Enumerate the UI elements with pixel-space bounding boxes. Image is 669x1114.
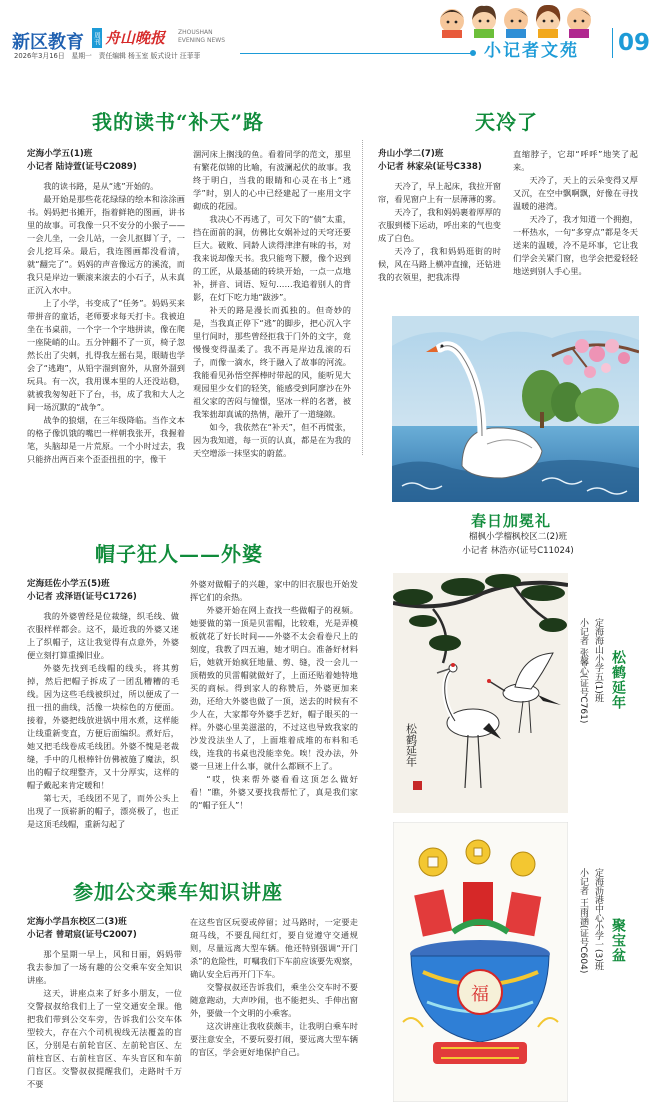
treasure-painting: [393, 822, 568, 1102]
artwork-byline: 小记者 王雨涵(证号C604): [578, 868, 588, 974]
kid-5: [567, 8, 591, 38]
paragraph: 天冷了，我和妈妈裹着厚厚的衣服到楼下运动，呼出来的气也变成了白色。: [378, 207, 501, 243]
paper-english: ZHOUSHAN EVENING NEWS: [178, 29, 226, 44]
byline: 舟山小学二(7)班 小记者 林家朵(证号C338): [378, 149, 482, 172]
kids-illustration: [428, 0, 598, 38]
kid-2: [472, 6, 496, 38]
swan-painting: [392, 316, 639, 502]
page-number: 09: [618, 30, 651, 56]
byline: 定海小学昌东校区二(3)班 小记者 曾珺宸(证号C2007): [27, 917, 137, 940]
kid-3: [504, 8, 528, 38]
artwork-title: 春日加冕礼: [471, 512, 552, 530]
paragraph: 我决心不再逃了，可欠下的“债”太重，挡在面前的洞，仿佛比女娲补过的天穹还要巨大。破败、同龄人读得津津有味的书，对我来说却像天书。我只能弯下腰，像个迟到的工匠，从最基础的砖块开始，一点一点地补，拼音、词语、短句……我追着别人的背影，在灯下吃力地“跋涉”。: [193, 214, 351, 302]
kid-4: [536, 5, 560, 38]
artwork-title: 聚宝盆: [610, 918, 626, 963]
paragraph: 外婆先找到毛线帽的线头，将其剪掉，然后把帽子拆成了一团乱糟糟的毛线。因为这些毛线被织过，所以便成了一扭一扭的曲线，活像一块棕色的方便面。接着，外婆把线放进锅中用水煮，这样能让线重新变直，方便后面编织。煮好后，她又把毛线卷成毛线团。外婆不愧是老裁缝，手中的几根棒针仿佛被施了魔法，织出的帽子纹理整齐，又十分厚实，这样的帽子戴起来肯定暖和！: [27, 663, 179, 790]
artwork-byline: 定海沥港中心小学一(3)班: [593, 868, 603, 971]
column-divider: [362, 140, 363, 455]
artwork-byline: 小记者 张馨心(证号C761): [578, 618, 588, 724]
paragraph: 天冷了，天上的云朵变得又厚又沉，在空中飘啊飘，好像在寻找温暖的港湾。: [513, 175, 638, 211]
section-title: 小记者文苑: [484, 41, 579, 61]
artwork-byline: 榴枫小学榴枫校区二(2)班 小记者 林浩亦(证号C11024): [462, 532, 574, 556]
paragraph: 最开始是那些花花绿绿的绘本和涂涂画书。妈妈把书摊开，指着鲜艳的图画，讲书里的故事。可我像一只不安分的小猴子——一会儿坐，一会儿站，一会儿抠脚丫子，一会儿挖耳朵。最后，我连图画都没看清，就“翻完了”。妈妈的声音像远方的溪流，而我只是岸边一颗滚来滚去的小石子，从未真正沉入水中。: [27, 194, 185, 295]
paragraph: 在这些盲区玩耍或停留；过马路时，一定要走斑马线，不要乱闯红灯，要自觉遵守交通规则，尽量远离大型车辆。他还特别强调“开门杀”的危险性，叮嘱我们下车前应该要先观察，确认安全后再开门下车。: [190, 917, 358, 979]
paragraph: 天冷了，我和妈妈逛街的时候，风在马路上横冲直撞，还钻进我的衣领里，把我冻得: [378, 246, 501, 282]
artwork-treasure: [393, 822, 568, 1102]
paragraph: 那个星期一早上，风和日丽，妈妈带我去参加了一场有趣的公交乘车安全知识讲座。: [27, 949, 182, 985]
paragraph: 外婆对做帽子的兴趣，家中的旧衣服也开始发挥它们的余热。: [190, 579, 358, 602]
paragraph: 涸河床上搁浅的鱼。看着同学的范文，那里有繁花似锦的比喻，有波澜起伏的故事。我终于明白，当我的眼睛和心灵在书上“逃学”时，别人的心中已经建起了一座用文字砌成的花园。: [193, 149, 351, 211]
paragraph: 我的外婆曾经是位裁缝，织毛线、做衣服样样都会。这不，最近我的外婆又迷上了织帽子，这让我觉得有点意外，外婆便立刻打算重操旧业。: [27, 611, 179, 660]
paragraph: 我的读书路，是从“逃”开始的。: [43, 181, 159, 191]
paragraph: 外婆开始在网上查找一些做帽子的视频。她要做的第一顶是贝雷帽，比较难，光是弄模板就花了好长时间——外婆不太会看卷尺上的刻度，我教了四五遍，她才明白。准备好材料后，她就开始疯狂地量、剪、缝，没一会儿一顶精致的贝雷帽就做好了，上面还贴着她特地买的商标。得到家人的称赞后，外婆更加来劲，还给大外婆也做了一顶，送去的时候有不少人在，大家都夸外婆手艺好，帽子眼买的一样。外婆心里美滋滋的，不过这也导致我家的沙发没法坐人了，上面堆着成堆的布料和毛线，连我的书桌也没能幸免。唉！没办法，外婆一旦迷上什么事，就什么都顾不上了。: [190, 605, 358, 771]
artwork-title: 松鹤延年: [610, 650, 626, 710]
page-divider: [612, 28, 613, 58]
seal-stamp: [413, 781, 422, 790]
byline: 定海小学五(1)班 小记者 陆诗萱(证号C2089): [27, 149, 137, 172]
article-title: 天冷了: [475, 110, 538, 134]
paragraph: 战争的狼烟，在三年级降临。当作文本的格子像饥饿的嘴巴一样朝我张开，我握着笔，头脑却是一片荒原。一个小时过去，我只能挤出两百来个歪歪扭扭的字，像干: [27, 415, 185, 464]
date-line: 2026年3月16日 星期一 责任编辑 杨玉室 版式设计 汪菲菲: [14, 52, 201, 60]
masthead: [0, 0, 669, 64]
logo-badge: 周刊: [92, 28, 102, 48]
artwork-spring: [392, 316, 639, 502]
painting-inscription: 松鹤延年: [404, 723, 418, 767]
paragraph: 这天，讲座点来了好多小朋友，一位交警叔叔给我们上了一堂交通安全课。他把我们带到公交车旁，告诉我们公交车体型较大，存在六个司机视线无法覆盖的盲区，分别是右前轮盲区、左前轮盲区、左前柱盲区、右前柱盲区、车头盲区和车前门盲区。交警叔叔提醒我们，走路时千万不要: [27, 988, 182, 1089]
paragraph: 上了小学，书变成了“任务”。妈妈买来带拼音的童话，老师要求每天打卡。我被迫坐在书桌前，一个字一个字地拼读，像在爬一座陡峭的山。五分钟翻不了一页，椅子忽然长出了尖刺，扎得我左摇右晃，眼睛也学会了“逃跑”，从铅字溜到窗外，从窗外溜到玩具。有一次，我用课本里的人还没站稳，就被我匆匆赶下了台，书，成了我和大人之间一场沉默的“战争”。: [27, 298, 185, 412]
paragraph: 这次讲座让我收获颇丰，让我明白乘车时要注意安全，不要玩耍打闹，要远离大型车辆的盲区，学会更好地保护自己。: [190, 1021, 358, 1057]
paragraph: 第七天，毛线团不见了，而外公头上出现了一顶崭新的帽子，漂亮极了，也正是这顶毛线帽，重新勾起了: [27, 793, 179, 829]
header-rule-dot: [470, 50, 476, 56]
article-title: 帽子狂人——外婆: [95, 542, 263, 566]
artwork-cranes: [393, 573, 568, 813]
paragraph: “哎，快来帮外婆看看这顶怎么做好看！”瞧，外婆又要找我帮忙了，真是我们家的“帽子狂人”！: [190, 774, 358, 810]
crane-painting: [393, 573, 568, 813]
paragraph: 天冷了，我才知道一个拥抱，一杯热水，一句“多穿点”都是冬天送来的温暖，冷不是坏事，它让我们学会关紧门窗，也学会把爱轻轻地送到别人手心里。: [513, 214, 638, 276]
paragraph: 如今，我依然在“补天”，但不再慌张，因为我知道，每一页的认真，都是在为我的天空增添一抹坚实的蔚蓝。: [193, 422, 351, 458]
paragraph: 补天的路是漫长而孤独的。但奇妙的是，当我真正停下“逃”的脚步，把心沉入字里行间时，那些曾经拒我于门外的文字，竟慢慢变得温柔了。我不再是岸边乱滚的石子，而像一滴水，终于融入了故事的河流。我能看见孙悟空挥棒时带起的风，能听见大观园里少女们的轻笑，能感受到阿廖沙在外祖父家的苦闷与憧憬，坚冰一样的名著，被我笨拙却真诚的热情，融开了一道缝隙。: [193, 305, 351, 419]
article-title: 我的读书“补天”路: [92, 110, 265, 134]
logo-title: 新区教育: [12, 32, 84, 53]
bowl-character: 福: [471, 984, 489, 1005]
header-rule: [240, 53, 472, 54]
paragraph: 直缩脖子，它却“呼呼”地笑了起来。: [513, 149, 638, 172]
article-title: 参加公交乘车知识讲座: [73, 880, 283, 904]
paragraph: 交警叔叔还告诉我们，乘坐公交车时不要随意跑动，大声吵闹，也不能把头、手伸出窗外，要做一个文明的小乘客。: [190, 982, 358, 1018]
paragraph: 天冷了，早上起床，我拉开窗帘，看见窗户上有一层薄薄的雾。: [378, 181, 501, 204]
artwork-byline: 定海海山小学五(1)班: [593, 618, 603, 703]
paper-name: 舟山晚报: [105, 29, 166, 47]
kid-1: [440, 9, 464, 38]
byline: 定海廷佐小学五(5)班 小记者 戎泽语(证号C1726): [27, 579, 137, 602]
